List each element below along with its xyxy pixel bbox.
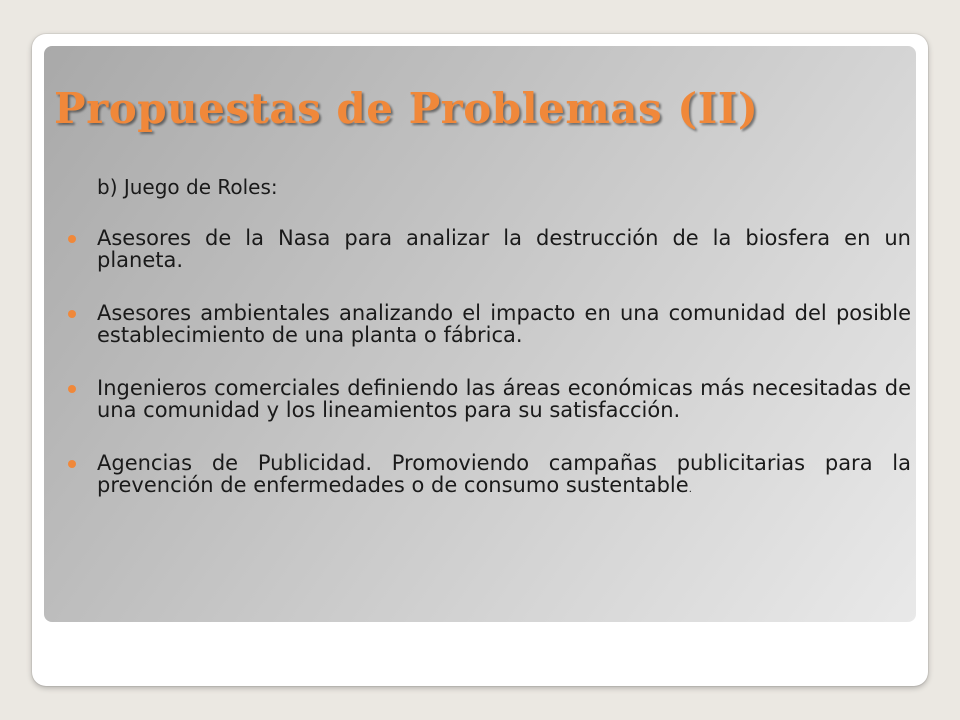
bullet-text: Asesores de la Nasa para analizar la destrucción de la biosfera en un planeta. (97, 226, 911, 272)
slide-subtitle: b) Juego de Roles: (97, 175, 278, 199)
slide-title: Propuestas de Problemas (II) (54, 84, 759, 133)
slide-content-panel (44, 46, 916, 622)
bullet-item (97, 302, 911, 351)
bullet-dot-icon (68, 235, 76, 243)
bullet-item (97, 377, 911, 426)
bullet-dot-icon (68, 385, 76, 393)
bullet-item (97, 227, 911, 276)
bullet-dot-icon (68, 310, 76, 318)
bullet-item (97, 452, 911, 501)
slide-frame (32, 34, 928, 686)
bullet-text: Agencias de Publicidad. Promoviendo campañas publicitarias para la prevención de enfermedades o de consumo sustentable. (97, 451, 911, 497)
bullet-dot-icon (68, 460, 76, 468)
bullet-list (97, 227, 911, 527)
bullet-text: Ingenieros comerciales definiendo las áreas económicas más necesitadas de una comunidad y los lineamientos para su satisfacción. (97, 376, 911, 422)
bullet-text: Asesores ambientales analizando el impacto en una comunidad del posible establecimiento de una planta o fábrica. (97, 301, 911, 347)
